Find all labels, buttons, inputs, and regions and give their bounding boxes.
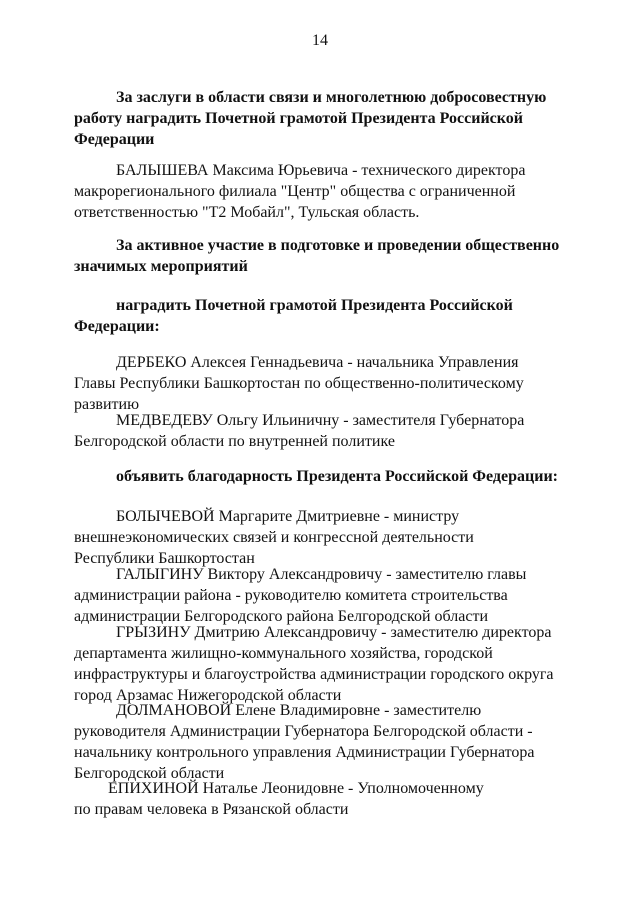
section1-heading-cont — [74, 108, 564, 150]
award1-heading — [74, 295, 564, 337]
award1-person-1 — [74, 352, 564, 415]
person-line: ответственностью "Т2 Мобайл", Тульская область. — [74, 204, 420, 221]
person-line: инфраструктуры и благоустройства администрации городского округа — [74, 666, 554, 683]
award2-person-1 — [74, 506, 564, 569]
page-number: 14 — [312, 32, 328, 49]
heading-line: За заслуги в области связи и многолетнюю добросовестную — [116, 89, 547, 106]
person-line: развитию — [74, 396, 140, 413]
section1-heading — [116, 87, 564, 108]
award2-person-2 — [74, 564, 564, 627]
person-line: город Арзамас Нижегородской области — [74, 687, 342, 704]
award-line: наградить Почетной грамотой Президента Российской — [116, 297, 513, 314]
section2-heading — [74, 235, 564, 277]
heading-line: Федерации — [74, 131, 155, 148]
person-line: Белгородской области по внутренней политике — [74, 433, 395, 450]
person-line: ДЕРБЕКО Алексея Геннадьевича - начальника Управления — [116, 354, 519, 371]
person-line: ДОЛМАНОВОЙ Елене Владимировне - заместителю — [116, 702, 482, 719]
person-line: администрации района - руководителю комитета строительства — [74, 587, 508, 604]
person-line: ЕПИХИНОЙ Наталье Леонидовне - Уполномоченному — [108, 780, 484, 797]
award-line: объявить благодарность Президента Российской Федерации: — [116, 468, 558, 485]
award2-person-4 — [74, 700, 564, 784]
heading-line: За активное участие в подготовке и проведении общественно — [116, 237, 560, 254]
person-line: макрорегионального филиала "Центр" общества с ограниченной — [74, 183, 516, 200]
heading-line: значимых мероприятий — [74, 258, 248, 275]
award2-person-5 — [74, 778, 564, 820]
award1-person-2 — [74, 410, 564, 452]
award-line: Федерации: — [74, 318, 160, 335]
person-line: БАЛЫШЕВА Максима Юрьевича - технического директора — [116, 162, 526, 179]
person-line: БОЛЫЧЕВОЙ Маргарите Дмитриевне - министру — [116, 508, 460, 525]
person-line: внешнеэкономических связей и конгрессной деятельности — [74, 529, 474, 546]
person-line: начальнику контрольного управления Администрации Губернатора — [74, 744, 535, 761]
person-line: администрации Белгородского района Белгородской области — [74, 608, 489, 625]
person-line: по правам человека в Рязанской области — [74, 801, 349, 818]
heading-line: работу наградить Почетной грамотой Президента Российской — [74, 110, 524, 127]
award2-person-3 — [74, 622, 564, 706]
person-line: Белгородской области — [74, 765, 225, 782]
person-line: руководителя Администрации Губернатора Белгородской области - — [74, 723, 533, 740]
person-line: департамента жилищно-коммунального хозяйства, городской — [74, 645, 493, 662]
section1-person — [74, 160, 564, 223]
person-line: Республики Башкортостан — [74, 550, 255, 567]
person-line: Главы Республики Башкортостан по общественно-политическому — [74, 375, 524, 392]
person-line: ГРЫЗИНУ Дмитрию Александровичу - заместителю директора — [116, 624, 552, 641]
person-line: ГАЛЫГИНУ Виктору Александровичу - заместителю главы — [116, 566, 527, 583]
person-line: МЕДВЕДЕВУ Ольгу Ильиничну - заместителя Губернатора — [116, 412, 525, 429]
award2-heading — [74, 466, 564, 487]
